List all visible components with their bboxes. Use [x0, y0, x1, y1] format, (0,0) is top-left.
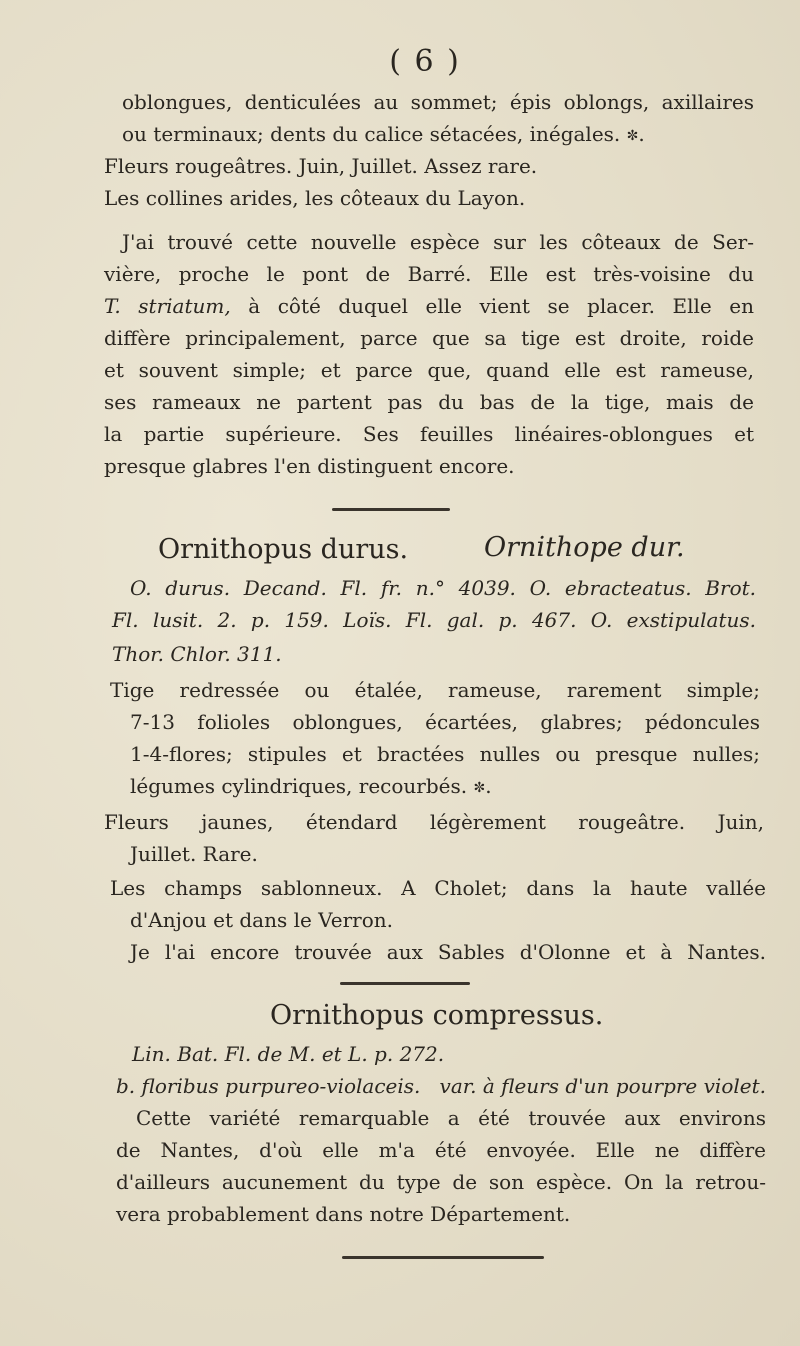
section-title-french: Ornithope dur. — [484, 532, 685, 563]
text-line: ses rameaux ne partent pas du bas de la tige, mais de — [104, 390, 754, 414]
text-line: 1-4-flores; stipules et bractées nulles ou presque nulles; — [130, 742, 760, 766]
section-title-latin: Ornithopus durus. — [158, 534, 409, 565]
synonym-line: b. floribus purpureo-violaceis. var. à fleurs d'un pourpre violet. — [116, 1074, 766, 1098]
text-line: d'Anjou et dans le Verron. — [130, 908, 393, 932]
synonym-line: Lin. Bat. Fl. de M. et L. p. 272. — [132, 1042, 445, 1066]
text-line: et souvent simple; et parce que, quand elle est rameuse, — [104, 358, 754, 382]
page-number: ( 6 ) — [389, 44, 461, 79]
text-line: de Nantes, d'où elle m'a été envoyée. Elle ne diffère — [116, 1138, 766, 1162]
text-line: Juillet. Rare. — [130, 842, 258, 866]
section-divider — [340, 982, 470, 985]
text-line: oblongues, denticulées au sommet; épis oblongs, axillaires — [122, 90, 754, 114]
text-line: vera probablement dans notre Département. — [116, 1202, 571, 1226]
section-divider — [342, 1256, 544, 1259]
text-line: ou terminaux; dents du calice sétacées, inégales. ✼. — [122, 120, 645, 150]
text-line: Les collines arides, les côteaux du Layon. — [104, 186, 526, 210]
text-line: la partie supérieure. Ses feuilles linéaires-oblongues et — [104, 422, 754, 446]
text-line: Cette variété remarquable a été trouvée aux environs — [136, 1106, 766, 1130]
text-line: diffère principalement, parce que sa tige est droite, roide — [104, 326, 754, 350]
text-line: Les champs sablonneux. A Cholet; dans la haute vallée — [110, 876, 766, 900]
text-line: vière, proche le pont de Barré. Elle est très-voisine du — [104, 262, 754, 286]
text-line: T. striatum, à côté duquel elle vient se placer. Elle en — [104, 294, 755, 318]
text-line: Fleurs rougeâtres. Juin, Juillet. Assez rare. — [104, 154, 538, 178]
synonym-line: O. durus. Decand. Fl. fr. n.° 4039. O. ebracteatus. Brot. — [130, 576, 756, 600]
synonym-line: Thor. Chlor. 311. — [112, 642, 282, 666]
text-line: presque glabres l'en distinguent encore. — [104, 454, 515, 478]
section-divider — [332, 508, 450, 511]
text-line: d'ailleurs aucunement du type de son espèce. On la retrou- — [116, 1170, 766, 1194]
text-line: 7-13 folioles oblongues, écartées, glabres; pédoncules — [130, 710, 760, 734]
italic-reference: T. striatum, — [104, 294, 231, 318]
synonym-line: Fl. lusit. 2. p. 159. Loïs. Fl. gal. p. 467. O. exstipulatus. — [112, 608, 756, 632]
perennial-symbol-icon: ✼ — [473, 779, 486, 796]
section-title-latin: Ornithopus compressus. — [270, 1000, 604, 1031]
text-line: J'ai trouvé cette nouvelle espèce sur les côteaux de Ser- — [122, 230, 754, 254]
text-line: Tige redressée ou étalée, rameuse, rarement simple; — [110, 678, 760, 702]
text-line: légumes cylindriques, recourbés. ✼. — [130, 772, 492, 802]
text-line: Fleurs jaunes, étendard légèrement rougeâtre. Juin, — [104, 810, 764, 834]
text-line: Je l'ai encore trouvée aux Sables d'Olonne et à Nantes. — [130, 940, 766, 964]
perennial-symbol-icon: ✼ — [626, 127, 639, 144]
